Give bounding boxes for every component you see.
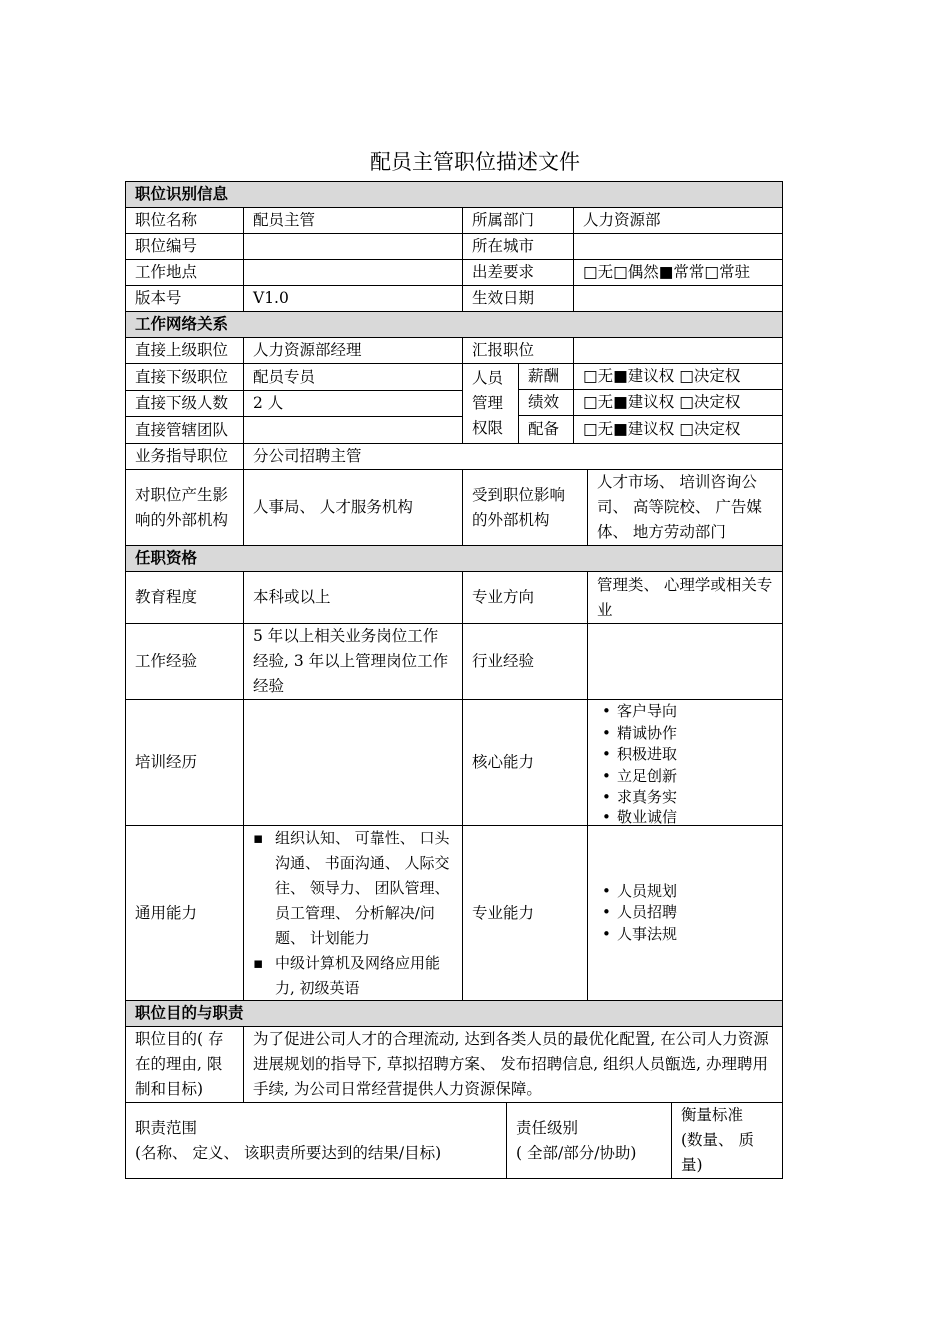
major-label: 专业方向 — [463, 572, 588, 623]
responsibility-header-row — [125, 1103, 783, 1179]
major-value: 管理类、 心理学或相关专业 — [588, 572, 783, 623]
experience-label: 工作经验 — [126, 624, 244, 699]
subordinate-value: 配员专员 — [244, 364, 463, 390]
table-row — [126, 364, 463, 390]
effective-date-label: 生效日期 — [463, 286, 574, 311]
job-description-table — [125, 181, 783, 1179]
location-label: 工作地点 — [126, 260, 244, 285]
training-label: 培训经历 — [126, 700, 244, 825]
table-row — [125, 624, 783, 700]
department-value: 人力资源部 — [574, 208, 783, 233]
purpose-label: 职位目的( 存在的理由, 限制和目标) — [126, 1027, 244, 1102]
guidance-label: 业务指导职位 — [126, 444, 244, 469]
table-row — [125, 700, 783, 826]
core-label: 核心能力 — [463, 700, 588, 825]
external-value: 人事局、 人才服务机构 — [244, 470, 463, 545]
guidance-value: 分公司招聘主管 — [244, 444, 783, 469]
position-name-label: 职位名称 — [126, 208, 244, 233]
table-row — [125, 444, 783, 470]
table-row — [125, 1027, 783, 1103]
staffing-label: 配备 — [519, 416, 574, 443]
education-label: 教育程度 — [126, 572, 244, 623]
authority-label-line: 管理 — [472, 394, 504, 412]
authority-value-column — [574, 364, 783, 443]
external-label: 对职位产生影响的外部机构 — [126, 470, 244, 545]
travel-checkboxes: □无□偶然■常常□常驻 — [574, 260, 783, 285]
location-value — [244, 260, 463, 285]
table-row — [125, 572, 783, 624]
team-label: 直接管辖团队 — [126, 417, 244, 443]
industry-label: 行业经验 — [463, 624, 588, 699]
table-row — [126, 417, 463, 443]
measure-header — [672, 1103, 783, 1178]
subordinate-count-value: 2 人 — [244, 391, 463, 416]
list-item: ▪ 中级计算机及网络应用能力, 初级英语 — [253, 951, 450, 1001]
section-title: 工作网络关系 — [126, 312, 783, 337]
effective-date-value — [574, 286, 783, 311]
table-row — [126, 390, 463, 417]
position-name-value: 配员主管 — [244, 208, 463, 233]
subordinate-count-label: 直接下级人数 — [126, 391, 244, 416]
training-value — [244, 700, 463, 825]
section-header-qualification — [125, 546, 783, 572]
level-header-line: ( 全部/部分/协助) — [516, 1143, 637, 1162]
table-row — [125, 286, 783, 312]
scope-header — [126, 1103, 507, 1178]
section-header-network — [125, 312, 783, 338]
travel-label: 出差要求 — [463, 260, 574, 285]
measure-header-line: 量) — [681, 1156, 703, 1174]
salary-checkboxes: □无■建议权 □决定权 — [574, 364, 783, 390]
performance-checkboxes: □无■建议权 □决定权 — [574, 390, 783, 417]
section-header-identity — [125, 182, 783, 208]
superior-label: 直接上级职位 — [126, 338, 244, 363]
core-competency-list — [588, 700, 783, 825]
document-title: 配员主管职位描述文件 — [370, 150, 580, 174]
list-item: • 客户导向 — [597, 701, 677, 723]
report-label: 汇报职位 — [463, 338, 574, 363]
measure-header-line: (数量、 质 — [681, 1131, 754, 1149]
list-item: • 立足创新 — [597, 766, 677, 788]
table-row — [125, 208, 783, 234]
subordinate-column — [126, 364, 463, 443]
scope-header-line: (名称、 定义、 该职责所要达到的结果/目标) — [135, 1143, 442, 1162]
city-label: 所在城市 — [463, 234, 574, 259]
department-label: 所属部门 — [463, 208, 574, 233]
list-item: • 人员规划 — [597, 881, 677, 903]
salary-label: 薪酬 — [519, 364, 574, 390]
position-code-value — [244, 234, 463, 259]
list-item: • 人事法规 — [597, 924, 677, 946]
report-value — [574, 338, 783, 363]
affected-label: 受到职位影响的外部机构 — [463, 470, 588, 545]
performance-label: 绩效 — [519, 390, 574, 417]
section-title: 职位目的与职责 — [126, 1001, 783, 1026]
education-value: 本科或以上 — [244, 572, 463, 623]
section-title: 职位识别信息 — [126, 182, 783, 207]
list-item: • 精诚协作 — [597, 723, 677, 745]
authority-label — [463, 364, 519, 443]
experience-value: 5 年以上相关业务岗位工作经验, 3 年以上管理岗位工作经验 — [244, 624, 463, 699]
authority-block — [125, 364, 783, 444]
authority-label-line: 人员 — [472, 369, 504, 387]
list-item: • 积极进取 — [597, 744, 677, 766]
list-item: ▪ 组织认知、 可靠性、 口头沟通、 书面沟通、 人际交往、 领导力、 团队管理、 员工管理、 分析解决/问题、 计划能力 — [253, 826, 450, 951]
position-code-label: 职位编号 — [126, 234, 244, 259]
list-item: • 求真务实 — [597, 787, 677, 809]
core-list — [597, 701, 677, 825]
section-title: 任职资格 — [126, 546, 783, 571]
table-row — [125, 826, 783, 1001]
table-row — [125, 338, 783, 364]
general-competency-list — [244, 826, 463, 1000]
list-item: • 敬业诚信 — [597, 809, 677, 825]
section-header-purpose — [125, 1001, 783, 1027]
purpose-value: 为了促进公司人才的合理流动, 达到各类人员的最优化配置, 在公司人力资源进展规划的指导下, 草拟招聘方案、 发布招聘信息, 组织人员甑选, 办理聘用手续, 为公司日常经营提供人力资源保障。 — [244, 1027, 783, 1102]
professional-list — [597, 881, 677, 946]
city-value — [574, 234, 783, 259]
staffing-checkboxes: □无■建议权 □决定权 — [574, 416, 783, 443]
general-label: 通用能力 — [126, 826, 244, 1000]
industry-value — [588, 624, 783, 699]
version-label: 版本号 — [126, 286, 244, 311]
general-list — [253, 826, 450, 1000]
professional-competency-list — [588, 826, 783, 1000]
table-row — [125, 470, 783, 546]
table-row — [125, 234, 783, 260]
measure-header-line: 衡量标准 — [681, 1106, 744, 1124]
table-row — [125, 260, 783, 286]
level-header — [507, 1103, 672, 1178]
superior-value: 人力资源部经理 — [244, 338, 463, 363]
subordinate-label: 直接下级职位 — [126, 364, 244, 390]
scope-header-line: 职责范围 — [135, 1118, 198, 1137]
team-value — [244, 417, 463, 443]
professional-label: 专业能力 — [463, 826, 588, 1000]
level-header-line: 责任级别 — [516, 1118, 579, 1137]
affected-value: 人才市场、 培训咨询公司、 高等院校、 广告媒体、 地方劳动部门 — [588, 470, 783, 545]
version-value: V1.0 — [244, 286, 463, 311]
list-item: • 人员招聘 — [597, 902, 677, 924]
authority-type-column — [519, 364, 574, 443]
authority-label-line: 权限 — [472, 419, 504, 437]
